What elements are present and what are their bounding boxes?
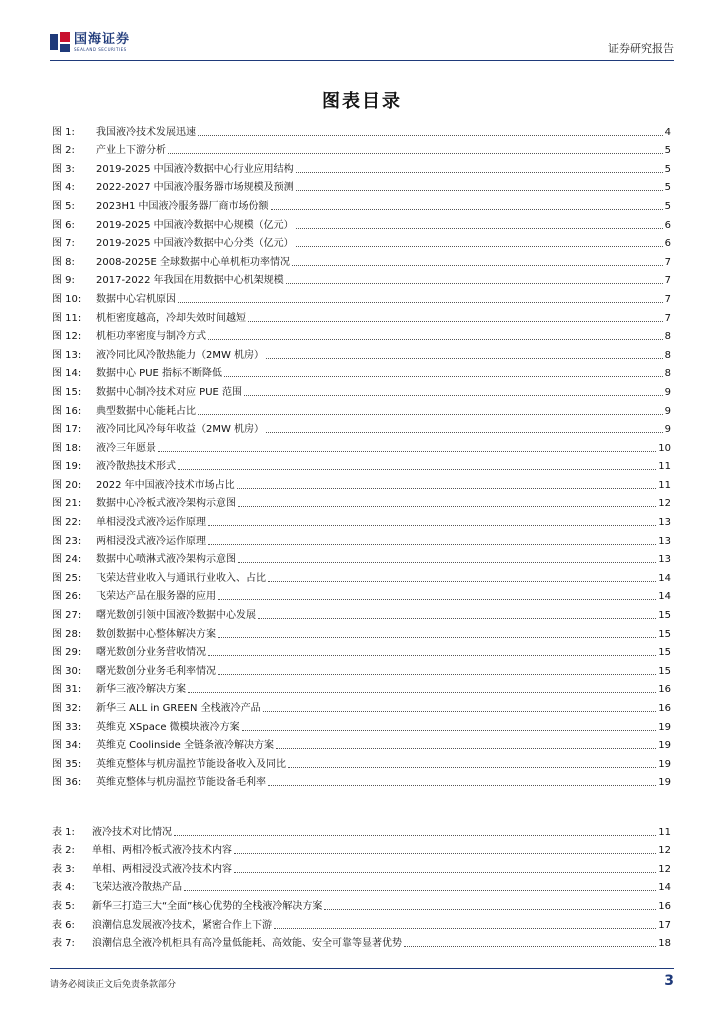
entry-label: 图 32: xyxy=(52,703,82,714)
leader-dots xyxy=(218,599,656,600)
entry-label: 图 36: xyxy=(52,777,82,789)
figure-entry[interactable] xyxy=(52,287,671,306)
figure-entry[interactable] xyxy=(52,622,671,641)
figure-entry[interactable] xyxy=(52,548,671,567)
figure-entry[interactable] xyxy=(52,380,671,399)
entry-title: 新华三液冷解决方案 xyxy=(96,684,186,696)
entry-label: 图 8: xyxy=(52,256,75,268)
leader-dots xyxy=(404,946,656,947)
entry-label: 图 13: xyxy=(52,349,82,361)
entry-label: 图 30: xyxy=(52,665,82,677)
entry-title: 数据中心宕机原因 xyxy=(96,293,176,305)
entry-page: 19 xyxy=(658,721,671,733)
entry-page: 11 xyxy=(658,461,671,473)
entry-title: 浪潮信息全液冷机柜具有高冷量低能耗、高效能、安全可靠等显著优势 xyxy=(92,938,402,950)
entry-label: 图 29: xyxy=(52,647,82,659)
figure-entry[interactable] xyxy=(52,418,671,437)
leader-dots xyxy=(158,451,656,452)
entry-page: 14 xyxy=(658,572,671,584)
leader-dots xyxy=(296,228,663,229)
entry-title: 单相、两相浸没式液冷技术内容 xyxy=(92,863,232,875)
entry-page: 6 xyxy=(664,238,671,250)
entry-page: 5 xyxy=(664,145,671,157)
logo-cn-text: 国海证券 xyxy=(74,31,131,47)
entry-title: 飞荣达营业收入与通讯行业收入、占比 xyxy=(96,572,266,584)
table-entry[interactable] xyxy=(52,820,671,839)
entry-title: 2008-2025E 全球数据中心单机柜功率情况 xyxy=(96,256,291,268)
leader-dots xyxy=(296,172,663,173)
entry-title: 英维克 Coolinside 全链条液冷解决方案 xyxy=(96,740,274,752)
leader-dots xyxy=(268,785,656,786)
entry-title: 2023H1 中国液冷服务器厂商市场份额 xyxy=(96,200,269,212)
figure-entry[interactable] xyxy=(52,603,671,622)
entry-page: 12 xyxy=(658,863,671,875)
leader-dots xyxy=(276,748,656,749)
table-entry[interactable] xyxy=(52,913,671,932)
entry-page: 8 xyxy=(664,331,671,343)
leader-dots xyxy=(238,562,656,563)
entry-label: 图 9: xyxy=(52,275,75,287)
entry-title: 2019-2025 中国液冷数据中心规模（亿元） xyxy=(96,219,294,231)
entry-title: 单相、两相冷板式液冷技术内容 xyxy=(92,845,232,857)
leader-dots xyxy=(238,506,656,507)
entry-page: 7 xyxy=(664,293,671,305)
leader-dots xyxy=(271,209,663,210)
entry-page: 16 xyxy=(658,703,671,714)
leader-dots xyxy=(292,265,663,266)
leader-dots xyxy=(266,432,663,433)
logo-en-text: SEALAND SECURITIES xyxy=(74,46,127,52)
leader-dots xyxy=(218,674,656,675)
entry-page: 15 xyxy=(658,665,671,677)
table-entry[interactable] xyxy=(52,876,671,895)
entry-page: 12 xyxy=(658,498,671,510)
leader-dots xyxy=(234,853,656,854)
entry-label: 图 22: xyxy=(52,517,82,529)
figure-entry[interactable] xyxy=(52,157,671,176)
entry-page: 15 xyxy=(658,610,671,622)
figure-entry[interactable] xyxy=(52,566,671,585)
figure-entry[interactable] xyxy=(52,473,671,492)
entry-page: 15 xyxy=(658,628,671,640)
entry-page: 6 xyxy=(664,219,671,231)
entry-title: 产业上下游分析 xyxy=(96,145,166,157)
entry-title: 液冷散热技术形式 xyxy=(96,461,176,473)
figure-entry[interactable] xyxy=(52,734,671,753)
entry-title: 曙光数创引领中国液冷数据中心发展 xyxy=(96,610,256,622)
entry-page: 7 xyxy=(664,275,671,287)
entry-label: 图 27: xyxy=(52,610,82,622)
entry-page: 8 xyxy=(664,349,671,361)
figure-entry[interactable] xyxy=(52,343,671,362)
entry-title: 英维克 XSpace 微模块液冷方案 xyxy=(96,721,240,733)
entry-label: 图 6: xyxy=(52,219,75,231)
leader-dots xyxy=(263,711,657,712)
entry-title: 2019-2025 中国液冷数据中心分类（亿元） xyxy=(96,238,294,250)
figure-entry[interactable] xyxy=(52,269,671,288)
entry-label: 图 31: xyxy=(52,684,82,696)
entry-page: 14 xyxy=(658,591,671,603)
entry-label: 图 20: xyxy=(52,479,82,491)
entry-label: 表 5: xyxy=(52,900,75,912)
figure-entry[interactable] xyxy=(52,529,671,548)
entry-label: 图 16: xyxy=(52,405,82,417)
entry-label: 表 6: xyxy=(52,919,75,931)
entry-page: 17 xyxy=(658,919,671,931)
page-title: 图表目录 xyxy=(322,91,402,112)
entry-title: 我国液冷技术发展迅速 xyxy=(96,126,196,138)
leader-dots xyxy=(208,339,663,340)
leader-dots xyxy=(198,135,663,136)
entry-page: 19 xyxy=(658,740,671,752)
entry-title: 2017-2022 年我国在用数据中心机架规模 xyxy=(96,275,284,287)
entry-title: 曙光数创分业务毛利率情况 xyxy=(96,665,216,677)
entry-title: 液冷技术对比情况 xyxy=(92,826,172,838)
figure-entry[interactable] xyxy=(52,510,671,529)
entry-page: 11 xyxy=(658,479,671,491)
entry-label: 图 14: xyxy=(52,368,82,380)
table-entry[interactable] xyxy=(52,839,671,858)
entry-title: 数据中心冷板式液冷架构示意图 xyxy=(96,498,236,510)
figure-entry[interactable] xyxy=(52,120,671,139)
entry-label: 图 34: xyxy=(52,740,82,752)
entry-label: 表 1: xyxy=(52,826,75,838)
entry-page: 14 xyxy=(658,882,671,894)
entry-label: 图 28: xyxy=(52,628,82,640)
entry-label: 表 7: xyxy=(52,938,75,950)
leader-dots xyxy=(296,246,663,247)
entry-page: 16 xyxy=(658,684,671,696)
entry-page: 10 xyxy=(658,442,671,454)
leader-dots xyxy=(178,469,656,470)
leader-dots xyxy=(174,835,656,836)
figure-entry[interactable] xyxy=(52,492,671,511)
entry-title: 曙光数创分业务营收情况 xyxy=(96,647,206,659)
entry-title: 飞荣达产品在服务器的应用 xyxy=(96,591,216,603)
leader-dots xyxy=(266,358,663,359)
entry-title: 液冷同比风冷每年收益（2MW 机房） xyxy=(96,424,265,436)
entry-title: 机柜功率密度与制冷方式 xyxy=(96,331,206,343)
entry-label: 表 2: xyxy=(52,845,75,857)
leader-dots xyxy=(208,525,656,526)
figure-entry[interactable] xyxy=(52,362,671,381)
entry-label: 图 35: xyxy=(52,758,82,770)
entry-label: 图 33: xyxy=(52,721,82,733)
entry-title: 2022 年中国液冷技术市场占比 xyxy=(96,479,235,491)
entry-title: 浪潮信息发展液冷技术，紧密合作上下游 xyxy=(92,919,272,931)
leader-dots xyxy=(198,414,663,415)
figure-entry[interactable] xyxy=(52,194,671,213)
leader-dots xyxy=(286,283,663,284)
entry-label: 图 11: xyxy=(52,312,82,324)
entry-label: 图 17: xyxy=(52,424,82,436)
entry-title: 英维克整体与机房温控节能设备收入及同比 xyxy=(96,758,286,770)
entry-page: 13 xyxy=(658,554,671,566)
entry-page: 4 xyxy=(664,126,671,138)
entry-title: 飞荣达液冷散热产品 xyxy=(92,882,182,894)
entry-label: 图 15: xyxy=(52,386,82,398)
leader-dots xyxy=(274,928,656,929)
entry-page: 7 xyxy=(664,256,671,268)
entry-title: 典型数据中心能耗占比 xyxy=(96,405,196,417)
entry-page: 13 xyxy=(658,517,671,529)
figure-entry[interactable] xyxy=(52,696,671,715)
figure-entry[interactable] xyxy=(52,250,671,269)
entry-title: 2022-2027 中国液冷服务器市场规模及预测 xyxy=(96,182,294,194)
leader-dots xyxy=(208,655,656,656)
figure-entry[interactable] xyxy=(52,455,671,474)
entry-label: 表 4: xyxy=(52,882,75,894)
figure-entry[interactable] xyxy=(52,139,671,158)
figure-entry[interactable] xyxy=(52,325,671,344)
entry-title: 液冷三年愿景 xyxy=(96,442,156,454)
page-number: 3 xyxy=(664,973,674,989)
entry-label: 图 4: xyxy=(52,182,75,194)
entry-title: 英维克整体与机房温控节能设备毛利率 xyxy=(96,777,266,789)
entry-title: 2019-2025 中国液冷数据中心行业应用结构 xyxy=(96,163,294,175)
leader-dots xyxy=(248,321,663,322)
entry-page: 5 xyxy=(664,182,671,194)
report-type: 证券研究报告 xyxy=(608,42,674,55)
entry-page: 15 xyxy=(658,647,671,659)
leader-dots xyxy=(208,544,656,545)
figure-entry[interactable] xyxy=(52,752,671,771)
figure-list xyxy=(52,120,671,789)
entry-title: 新华三 ALL in GREEN 全栈液冷产品 xyxy=(96,703,261,714)
figure-entry[interactable] xyxy=(52,232,671,251)
entry-title: 机柜密度越高，冷却失效时间越短 xyxy=(96,312,246,324)
entry-label: 图 21: xyxy=(52,498,82,510)
entry-title: 数据中心 PUE 指标不断降低 xyxy=(96,368,223,380)
leader-dots xyxy=(188,692,656,693)
entry-title: 液冷同比风冷散热能力（2MW 机房） xyxy=(96,349,265,361)
leader-dots xyxy=(218,637,656,638)
entry-page: 13 xyxy=(658,535,671,547)
figure-entry[interactable] xyxy=(52,176,671,195)
leader-dots xyxy=(296,190,663,191)
table-entry[interactable] xyxy=(52,894,671,913)
entry-page: 19 xyxy=(658,777,671,789)
page-footer xyxy=(50,968,674,989)
entry-title: 单相浸没式液冷运作原理 xyxy=(96,517,206,529)
entry-page: 11 xyxy=(658,826,671,838)
entry-label: 图 5: xyxy=(52,200,75,212)
logo-icon xyxy=(50,32,70,52)
figure-entry[interactable] xyxy=(52,213,671,232)
entry-page: 16 xyxy=(658,900,671,912)
entry-page: 5 xyxy=(664,200,671,212)
figure-entry[interactable] xyxy=(52,436,671,455)
entry-label: 图 25: xyxy=(52,572,82,584)
entry-page: 19 xyxy=(658,758,671,770)
entry-label: 图 3: xyxy=(52,163,75,175)
entry-page: 18 xyxy=(658,938,671,950)
entry-label: 图 19: xyxy=(52,461,82,473)
leader-dots xyxy=(324,909,656,910)
entry-title: 数据中心喷淋式液冷架构示意图 xyxy=(96,554,236,566)
entry-label: 图 1: xyxy=(52,126,75,138)
figure-entry[interactable] xyxy=(52,399,671,418)
entry-label: 图 12: xyxy=(52,331,82,343)
entry-page: 9 xyxy=(664,405,671,417)
leader-dots xyxy=(268,581,656,582)
entry-page: 8 xyxy=(664,368,671,380)
disclaimer: 请务必阅读正文后免责条款部分 xyxy=(50,980,177,990)
figure-entry[interactable] xyxy=(52,715,671,734)
entry-page: 5 xyxy=(664,163,671,175)
entry-page: 9 xyxy=(664,424,671,436)
entry-label: 图 10: xyxy=(52,293,82,305)
leader-dots xyxy=(234,872,656,873)
figure-entry[interactable] xyxy=(52,641,671,660)
entry-label: 图 26: xyxy=(52,591,82,603)
page-header xyxy=(50,30,674,61)
table-entry[interactable] xyxy=(52,932,671,951)
figure-entry[interactable] xyxy=(52,659,671,678)
entry-label: 图 7: xyxy=(52,238,75,250)
entry-title: 数创数据中心整体解决方案 xyxy=(96,628,216,640)
entry-label: 表 3: xyxy=(52,863,75,875)
leader-dots xyxy=(184,890,656,891)
leader-dots xyxy=(288,767,656,768)
entry-page: 7 xyxy=(664,312,671,324)
figure-entry[interactable] xyxy=(52,306,671,325)
entry-title: 数据中心制冷技术对应 PUE 范围 xyxy=(96,386,243,398)
entry-label: 图 2: xyxy=(52,145,75,157)
leader-dots xyxy=(242,730,657,731)
company-logo xyxy=(50,30,130,54)
leader-dots xyxy=(244,395,663,396)
leader-dots xyxy=(258,618,656,619)
figure-entry[interactable] xyxy=(52,771,671,790)
leader-dots xyxy=(237,488,657,489)
entry-page: 9 xyxy=(664,386,671,398)
entry-title: 新华三打造三大“全面”核心优势的全栈液冷解决方案 xyxy=(92,900,323,912)
figure-entry[interactable] xyxy=(52,585,671,604)
leader-dots xyxy=(224,376,663,377)
entry-label: 图 24: xyxy=(52,554,82,566)
table-list xyxy=(52,820,671,950)
figure-entry[interactable] xyxy=(52,678,671,697)
leader-dots xyxy=(178,302,663,303)
entry-label: 图 23: xyxy=(52,535,82,547)
entry-label: 图 18: xyxy=(52,442,82,454)
table-entry[interactable] xyxy=(52,857,671,876)
entry-title: 两相浸没式液冷运作原理 xyxy=(96,535,206,547)
entry-page: 12 xyxy=(658,845,671,857)
leader-dots xyxy=(168,153,663,154)
